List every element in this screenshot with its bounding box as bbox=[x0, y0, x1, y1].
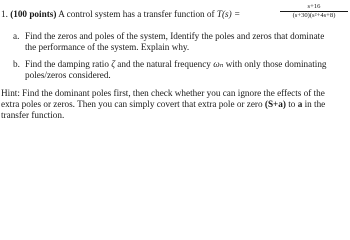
hint-text-2-mid: to bbox=[288, 99, 296, 109]
hint-constant-a: a bbox=[297, 99, 303, 109]
points-label: (100 points) bbox=[10, 9, 57, 19]
question-intro: A control system has a transfer function of bbox=[58, 9, 215, 19]
hint-line-1 bbox=[1, 88, 325, 99]
part-b-text-post: with only those dominating bbox=[225, 59, 327, 69]
question-number: 1. bbox=[1, 9, 8, 19]
part-b-text-2: poles/zeros considered. bbox=[25, 70, 111, 80]
hint-text-1: Hint: Find the dominant poles first, then check whether you can ignore the effects of the bbox=[1, 88, 325, 98]
hint-line-3 bbox=[1, 110, 64, 121]
transfer-function-name: T(s) = bbox=[216, 9, 241, 19]
hint-line-2 bbox=[1, 99, 325, 110]
part-b-text-pre: Find the damping ratio bbox=[25, 59, 109, 69]
part-a-text-2: the performance of the system. Explain why. bbox=[25, 42, 190, 52]
tf-denominator: (s+30)(s²+4s+8) bbox=[292, 12, 336, 19]
part-a-line-1 bbox=[13, 31, 324, 42]
part-b-label: b. bbox=[13, 59, 20, 69]
part-b-line-1 bbox=[13, 59, 327, 70]
part-a-text-1: Find the zeros and poles of the system, Identify the poles and zeros that dominate bbox=[25, 31, 325, 41]
tf-numerator: s+16 bbox=[307, 3, 321, 10]
hint-pole-term: (S+a) bbox=[264, 99, 286, 109]
part-b-line-2 bbox=[25, 70, 111, 81]
hint-text-2-post: in the bbox=[304, 99, 326, 109]
zeta-symbol: ζ bbox=[111, 59, 115, 69]
question-line bbox=[1, 9, 240, 20]
transfer-function-fraction bbox=[279, 3, 349, 20]
omega-n-symbol: ωₙ bbox=[213, 59, 224, 69]
part-a-label: a. bbox=[13, 31, 20, 41]
hint-text-3: transfer function. bbox=[1, 110, 65, 120]
part-a-line-2 bbox=[25, 42, 189, 53]
hint-text-2-pre: extra poles or zeros. Then you can simply covert that extra pole or zero bbox=[1, 99, 263, 109]
part-b-text-mid: and the natural frequency bbox=[117, 59, 211, 69]
